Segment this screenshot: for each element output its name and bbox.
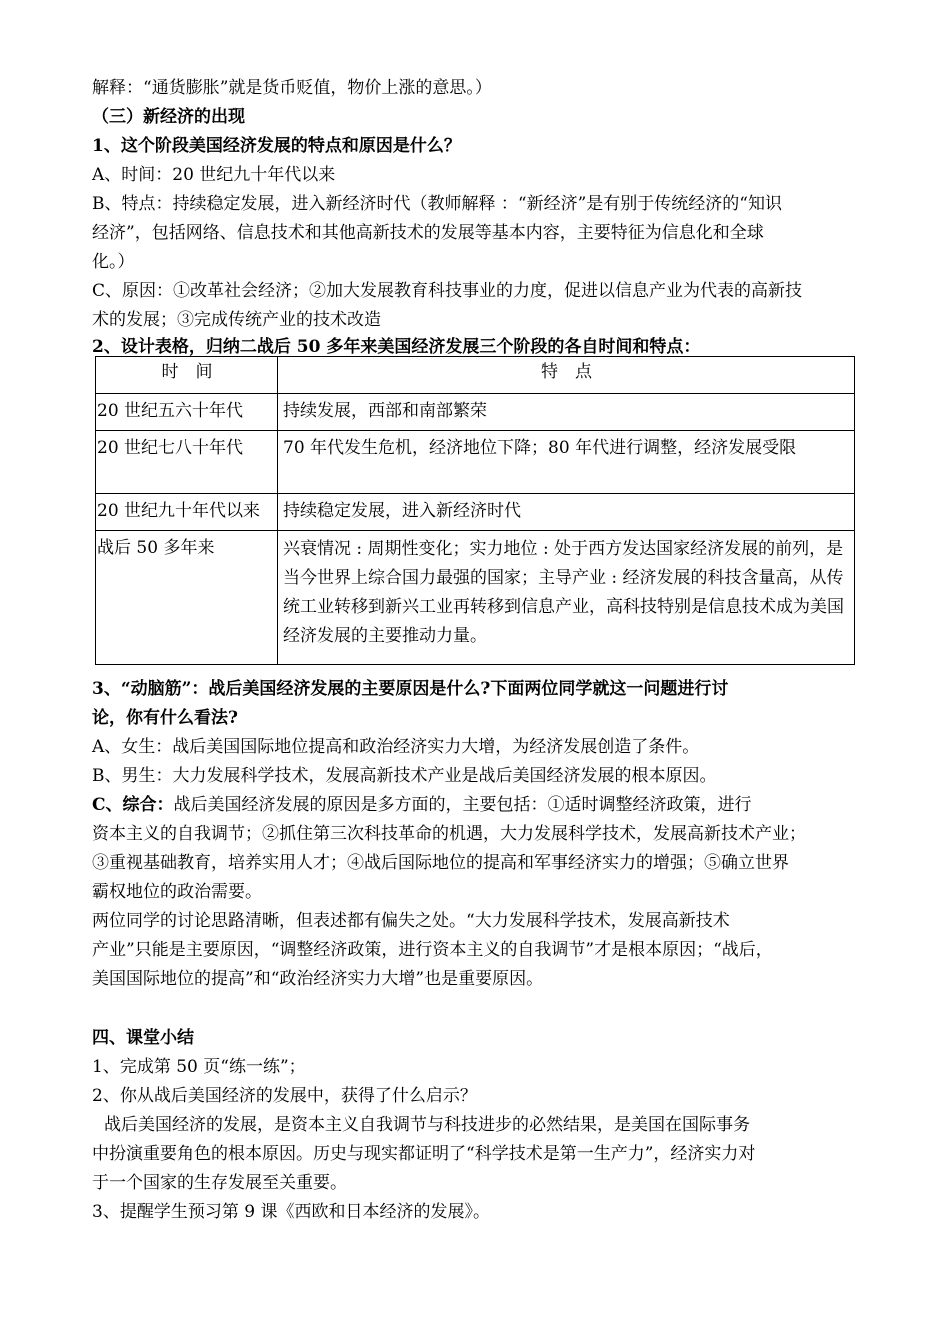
text-line xyxy=(92,794,752,816)
label-synthesis: C、综合： xyxy=(92,795,174,815)
text-line: 化。） xyxy=(92,252,135,272)
text-line: 战后美国经济的发展，是资本主义自我调节与科技进步的必然结果，是美国在国际事务 xyxy=(104,1115,750,1135)
section-heading: （三）新经济的出现 xyxy=(92,107,245,127)
table-cell-time: 20 世纪五六十年代 xyxy=(96,394,278,431)
text-line: 2、你从战后美国经济的发展中，获得了什么启示？ xyxy=(92,1086,477,1106)
table-cell-time: 战后 50 多年来 xyxy=(96,531,278,665)
table-row xyxy=(96,394,855,431)
text-span: 战后美国经济发展的原因是多方面的，主要包括：①适时调整经济政策，进行 xyxy=(173,795,752,815)
text-line: 经济”，包括网络、信息技术和其他高新技术的发展等基本内容，主要特征为信息化和全球 xyxy=(92,223,764,243)
table-row xyxy=(96,531,855,665)
text-line: A、时间：20 世纪九十年代以来 xyxy=(92,165,336,185)
table-row xyxy=(96,494,855,531)
section-heading: 四、课堂小结 xyxy=(92,1028,194,1048)
text-line: 中扮演重要角色的根本原因。历史与现实都证明了“科学技术是第一生产力”，经济实力对 xyxy=(92,1144,756,1164)
question-heading: 论，你有什么看法? xyxy=(92,708,238,728)
text-line: 解释：“通货膨胀”就是货币贬值，物价上涨的意思。） xyxy=(92,78,492,98)
text-line: A、女生：战后美国国际地位提高和政治经济实力大增，为经济发展创造了条件。 xyxy=(92,737,700,757)
table-cell-time: 20 世纪九十年代以来 xyxy=(96,494,278,531)
text-line: ③重视基础教育，培养实用人才；④战后国际地位的提高和军事经济实力的增强；⑤确立世界 xyxy=(92,853,789,873)
text-line: 霸权地位的政治需要。 xyxy=(92,882,262,902)
header-time: 时 间 xyxy=(96,357,278,394)
text-line: B、男生：大力发展科学技术，发展高新技术产业是战后美国经济发展的根本原因。 xyxy=(92,766,717,786)
table-cell-feature: 持续稳定发展，进入新经济时代 xyxy=(278,494,855,531)
text-line: 两位同学的讨论思路清晰，但表述都有偏失之处。“大力发展科学技术，发展高新技术 xyxy=(92,911,730,931)
text-line: 资本主义的自我调节；②抓住第三次科技革命的机遇，大力发展科学技术，发展高新技术产业； xyxy=(92,824,806,844)
text-line: B、特点：持续稳定发展，进入新经济时代（教师解释 ：“新经济”是有别于传统经济的“知识 xyxy=(92,194,782,214)
question-heading: 2、设计表格，归纳二战后 50 多年来美国经济发展三个阶段的各自时间和特点： xyxy=(92,337,701,357)
table-cell-feature: 兴衰情况 : 周期性变化；实力地位 : 处于西方发达国家经济发展的前列，是当今世界上综合国力最强的国家；主导产业 : 经济发展的科技含量高，从传统工业转移到新兴工业再转移到信息产业，高科技特别是信息技术成为美国经济发展的主要推动力量。 xyxy=(278,531,855,665)
text-line: 术的发展；③完成传统产业的技术改造 xyxy=(92,310,381,330)
table-cell-feature: 持续发展，西部和南部繁荣 xyxy=(278,394,855,431)
table-row xyxy=(96,431,855,494)
summary-table xyxy=(95,356,855,665)
table-header-row xyxy=(96,357,855,394)
table-cell-time: 20 世纪七八十年代 xyxy=(96,431,278,494)
table-cell-feature: 70 年代发生危机，经济地位下降；80 年代进行调整，经济发展受限 xyxy=(278,431,855,494)
text-line: 美国国际地位的提高”和“政治经济实力大增”也是重要原因。 xyxy=(92,969,544,989)
question-heading: 3、“动脑筋”：战后美国经济发展的主要原因是什么?下面两位同学就这一问题进行讨 xyxy=(92,679,729,699)
text-line: 3、提醒学生预习第 9 课《西欧和日本经济的发展》。 xyxy=(92,1202,490,1222)
text-line: 于一个国家的生存发展至关重要。 xyxy=(92,1173,347,1193)
text-line: C、原因：①改革社会经济；②加大发展教育科技事业的力度，促进以信息产业为代表的高新技 xyxy=(92,281,803,301)
text-line: 产业”只能是主要原因，“调整经济政策，进行资本主义的自我调节”才是根本原因；“战后， xyxy=(92,940,773,960)
question-heading: 1、这个阶段美国经济发展的特点和原因是什么？ xyxy=(92,136,461,156)
header-feature: 特 点 xyxy=(278,357,855,394)
text-line: 1、完成第 50 页“练一练”； xyxy=(92,1057,306,1077)
